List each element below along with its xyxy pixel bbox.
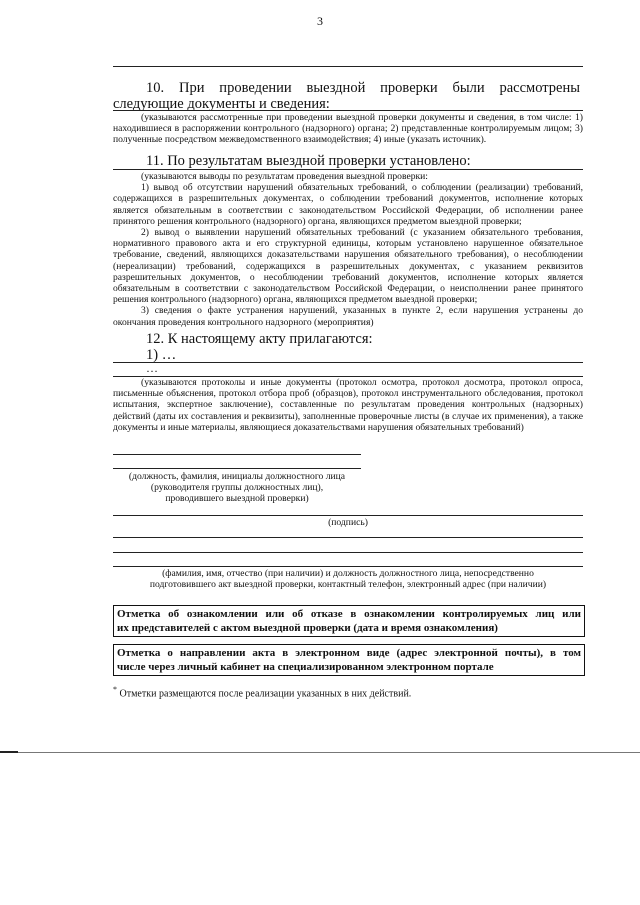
signature-line bbox=[113, 515, 583, 516]
electronic-sending-mark-line2: числе через личный кабинет на специализированном электронном портале bbox=[117, 661, 494, 673]
scan-edge-mark bbox=[0, 751, 18, 753]
section-11-heading: 11. По результатам выездной проверки установлено: bbox=[146, 153, 471, 169]
section-11-hint-intro: (указываются выводы по результатам проведения выездной проверки: bbox=[141, 171, 428, 182]
scan-edge-line bbox=[0, 752, 640, 753]
official-position-caption-3: проводившего выездной проверки) bbox=[165, 493, 309, 504]
section-11-hint-item2: 2) вывод о выявлении нарушений обязательных требований (с указанием обязательного требования, нормативного правового акта и его структурной единицы, которым установлено нарушенное обязательное требование, сведений, являющихся доказательствами нарушения обязательного требования), о несоблюдении (нереализации) требований, содержащихся в разрешительных документах, с указанием реквизитов разрешительных документов, о несоблюдении требований документов, исполнение которых является обязательным в соответствии с законодательством Российской Федерации, о неисполнении ранее принятого решения контрольного (надзорного) органа, являющихся предметом выездной проверки; bbox=[113, 227, 583, 306]
section-12-item-1: 1) … bbox=[146, 347, 177, 363]
section-11-hint-item1: 1) вывод об отсутствии нарушений обязательных требований, о соблюдении (реализации) требований, содержащихся в разрешительных документах, о соблюдении требований документов, исполнение которых является обязательным в соответствии с законодательством Российской Федерации, об исполнении ранее принятого решения контрольного (надзорного) органа, являющихся предметом выездной проверки; bbox=[113, 182, 583, 227]
section-12-item-more: … bbox=[146, 361, 158, 375]
acquaintance-mark-box bbox=[113, 605, 585, 637]
author-line-2 bbox=[113, 552, 583, 553]
section-10-heading-underline bbox=[113, 110, 583, 111]
section-10-heading-line1: 10. При проведении выездной проверки были рассмотрены bbox=[146, 80, 580, 96]
official-position-caption-1: (должность, фамилия, инициалы должностного лица bbox=[128, 471, 346, 482]
author-caption-2: подготовившего акт выездной проверки, контактный телефон, электронный адрес (при наличии) bbox=[149, 579, 547, 590]
official-position-line-2 bbox=[113, 468, 361, 469]
electronic-sending-mark-box bbox=[113, 644, 585, 676]
acquaintance-mark-line1: Отметка об ознакомлении или об отказе в ознакомлении контролируемых лиц или bbox=[117, 608, 581, 620]
electronic-sending-mark-line1: Отметка о направлении акта в электронном виде (адрес электронной почты), в том bbox=[117, 647, 581, 659]
section-11-heading-underline bbox=[113, 169, 583, 170]
section-10-heading-line2: следующие документы и сведения: bbox=[113, 96, 330, 112]
author-line-1 bbox=[113, 537, 583, 538]
section-12-hint: (указываются протоколы и иные документы (протокол осмотра, протокол досмотра, протокол опроса, письменные объяснения, протокол отбора проб (образцов), протокол инструментального обследования, протокол испытания, экспертное заключение), составленные по результатам проведения контрольных (надзорных) действий (даты их составления и реквизиты), заполненные проверочные листы (в случае их применения), а также документы и иные материалы, являющиеся доказательствами нарушения обязательных требований) bbox=[113, 377, 583, 433]
section-11-hint-item3: 3) сведения о факте устранения нарушений, указанных в пункте 2, если нарушения устранены до окончания проведения контрольного надзорного (мероприятия) bbox=[113, 305, 583, 328]
top-rule bbox=[113, 66, 583, 67]
section-12-items-rule-1 bbox=[113, 362, 583, 363]
footnote-marker: * bbox=[113, 685, 117, 694]
section-10-hint: (указываются рассмотренные при проведении выездной проверки документы и сведения, в том числе: 1) находившиеся в распоряжении контрольного (надзорного) органа; 2) представленные контролируемым лицом; 3) полученные посредством межведомственного взаимодействия; 4) иные (указать источник). bbox=[113, 112, 583, 146]
author-line-3 bbox=[113, 566, 583, 567]
acquaintance-mark-line2: их представителей с актом выездной проверки (дата и время ознакомления) bbox=[117, 622, 498, 634]
official-position-caption-2: (руководителя группы должностных лиц), bbox=[150, 482, 324, 493]
signature-caption: (подпись) bbox=[328, 517, 368, 528]
official-position-line-1 bbox=[113, 454, 361, 455]
page-number: 3 bbox=[317, 14, 323, 28]
section-11-hint bbox=[113, 171, 583, 328]
footnote-text: Отметки размещаются после реализации указанных в них действий. bbox=[117, 688, 412, 700]
section-12-heading: 12. К настоящему акту прилагаются: bbox=[146, 331, 373, 347]
footnote bbox=[113, 684, 583, 700]
author-caption-1: (фамилия, имя, отчество (при наличии) и должность должностного лица, непосредственно bbox=[162, 568, 534, 579]
